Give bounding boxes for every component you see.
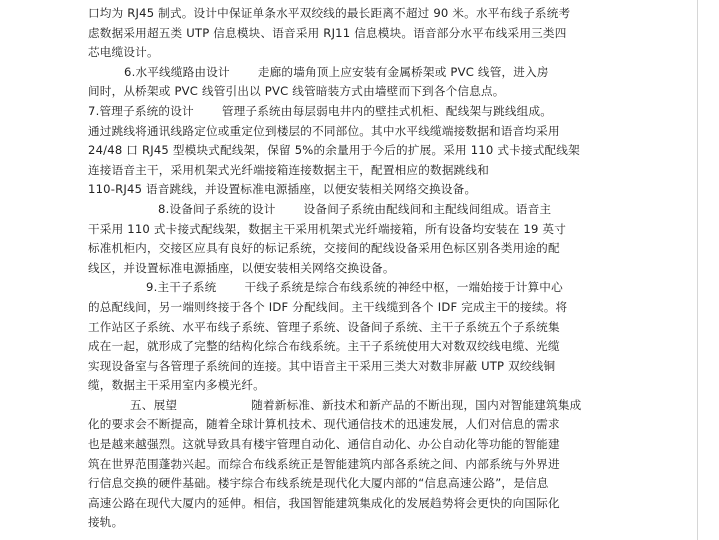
text-line: 成在一起，就形成了完整的结构化综合布线系统。主干子系统使用大对数双绞线电缆、光缆 — [88, 339, 560, 354]
section-8-text: 设备间子系统由配线间和主配线间组成。语音主 — [303, 201, 552, 216]
section-9-heading: 9.主干子系统 — [146, 280, 217, 295]
text-line: 虑数据采用超五类 UTP 信息模块、语音采用 RJ11 信息模块。语音部分水平布线采用三类四 — [88, 25, 567, 40]
text-line: 实现设备室与各管理子系统间的连接。其中语音主干采用三类大对数非屏蔽 UTP 双绞线铜 — [88, 358, 556, 373]
text-line: 接轨。 — [88, 515, 124, 530]
text-line: 筑在世界范围蓬勃兴起。而综合布线系统正是智能建筑内部各系统之间、内部系统与外界进 — [88, 456, 560, 471]
text-line: 间时，从桥架或 PVC 线管引出以 PVC 线管暗装方式由墙壁而下到各个信息点。 — [88, 84, 505, 99]
section-7-heading: 7.管理子系统的设计 — [88, 103, 194, 118]
section-6-first-line — [88, 63, 596, 83]
section-7-first-line — [88, 102, 596, 122]
section-5-text: 随着新标准、新技术和新产品的不断出现，国内对智能建筑集成 — [251, 397, 582, 412]
text-line: 高速公路在现代大厦内的延伸。相信，我国智能建筑集成化的发展趋势将会更快的向国际化 — [88, 495, 560, 510]
text-line: 口均为 RJ45 制式。设计中保证单条水平双绞线的最长距离不超过 90 米。水平布线子系统考 — [88, 6, 571, 20]
section-6-text: 走廊的墙角顶上应安装有金属桥架或 PVC 线管，进入房 — [257, 64, 549, 79]
text-line: 通过跳线将通讯线路定位或重定位到楼层的不同部位。其中水平线缆端接数据和语音均采用 — [88, 123, 560, 138]
section-7-text: 管理子系统由每层弱电井内的壁挂式机柜、配线架与跳线组成。 — [221, 103, 553, 118]
text-line: 也是越来越强烈。这就导致具有楼宇管理自动化、通信自动化、办公自动化等功能的智能建 — [88, 437, 560, 452]
section-9-first-line — [88, 278, 596, 298]
text-line: 芯电缆设计。 — [88, 45, 159, 60]
section-9-text: 干线子系统是综合布线系统的神经中枢，一端始接于计算中心 — [244, 280, 563, 295]
section-5-heading: 五、展望 — [130, 397, 178, 412]
text-line: 干采用 110 式卡接式配线架，数据主干采用机架式光纤端接箱，所有设备均安装在 19 英寸 — [88, 221, 567, 236]
section-8-first-line — [88, 200, 596, 220]
text-line: 24/48 口 RJ45 型模块式配线架，保留 5%的余量用于今后的扩展。采用 110 式卡接式配线架 — [88, 143, 580, 158]
right-margin-strip — [698, 0, 719, 540]
document-body — [88, 4, 596, 533]
text-line: 行信息交换的硬件基础。楼宇综合布线系统是现代化大厦内部的“信息高速公路”，是信息 — [88, 476, 549, 491]
text-line: 标准机柜内，交接区应具有良好的标记系统，交接间的配线设备采用色标区别各类用途的配 — [88, 241, 560, 256]
text-line: 缆，数据主干采用室内多模光纤。 — [88, 378, 265, 393]
section-5-first-line — [88, 396, 596, 416]
section-8-heading: 8.设备间子系统的设计 — [158, 201, 276, 216]
text-line: 化的要求会不断提高，随着全球计算机技术、现代通信技术的迅速发展，人们对信息的需求 — [88, 417, 560, 432]
section-6-heading: 6.水平线缆路由设计 — [124, 64, 230, 79]
text-line: 工作站区子系统、水平布线子系统、管理子系统、设备间子系统、主干子系统五个子系统集 — [88, 319, 560, 334]
text-line: 线区，并设置标准电源插座，以便安装相关网络交换设备。 — [88, 260, 395, 275]
text-line: 110-RJ45 语音跳线，并设置标准电源插座，以便安装相关网络交换设备。 — [88, 182, 477, 197]
text-line: 连接语音主干，采用机架式光纤端接箱连接数据主干，配置相应的数据跳线和 — [88, 162, 489, 177]
text-line: 的总配线间，另一端则终接于各个 IDF 分配线间。主干线缆到各个 IDF 完成主干的接续。将 — [88, 299, 568, 314]
